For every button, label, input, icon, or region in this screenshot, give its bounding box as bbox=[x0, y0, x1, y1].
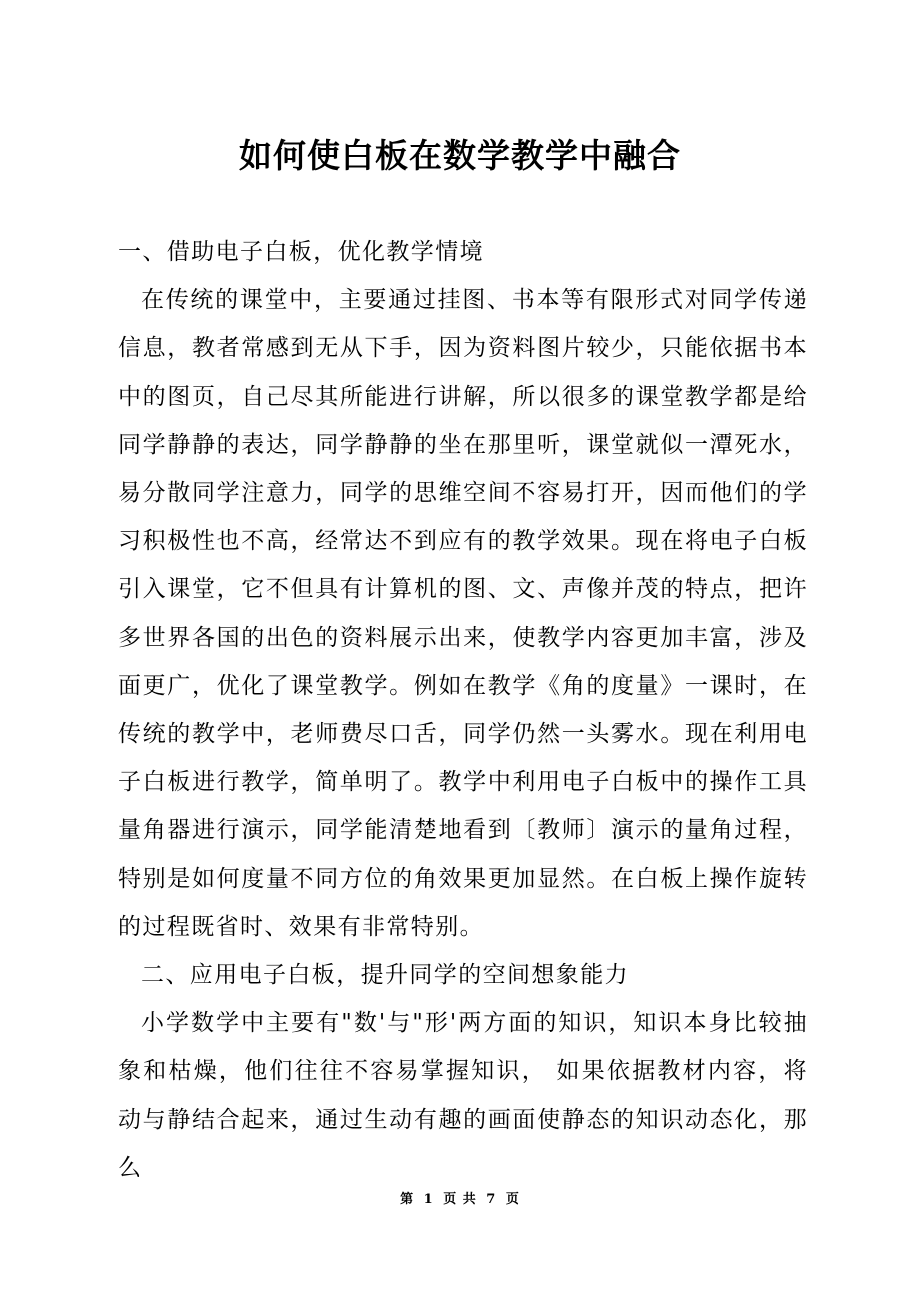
section-heading-2: 二、应用电子白板，提升同学的空间想象能力 bbox=[141, 962, 629, 989]
section-paragraph-1: 在传统的课堂中，主要通过挂图、书本等有限形式对同学传递信息，教者常感到无从下手，因为资料图片较少，只能依据书本中的图页，自己尽其所能进行讲解，所以很多的课堂教学都是给同学静静的表达，同学静静的坐在那里听，课堂就似一潭死水，易分散同学注意力，同学的思维空间不容易打开，因而他们的学习积极性也不高，经常达不到应有的教学效果。现在将电子白板引入课堂，它不但具有计算机的图、文、声像并茂的特点，把许多世界各国的出色的资料展示出来，使教学内容更加丰富，涉及面更广，优化了课堂教学。例如在教学《角的度量》一课时，在传统的教学中，老师费尽口舌，同学仍然一头雾水。现在利用电子白板进行教学，简单明了。教学中利用电子白板中的操作工具量角器进行演示，同学能清楚地看到〔教师〕演示的量角过程，特别是如何度量不同方位的角效果更加显然。在白板上操作旋转的过程既省时、效果有非常特别。 bbox=[118, 287, 808, 940]
footer-total-pages: 7 bbox=[486, 1192, 497, 1207]
footer-prefix: 第 bbox=[400, 1192, 415, 1207]
footer-current-page: 1 bbox=[423, 1192, 434, 1207]
document-title: 如何使白板在数学教学中融合 bbox=[239, 136, 681, 175]
page-footer bbox=[0, 1188, 920, 1207]
document-body bbox=[118, 228, 808, 1192]
footer-suffix: 页 bbox=[505, 1192, 520, 1207]
section-heading-1: 一、借助电子白板，优化教学情境 bbox=[118, 239, 484, 265]
section-paragraph-2: 小学数学中主要有"数'与"形'两方面的知识，知识本身比较抽象和枯燥，他们往往不容易掌握知识， 如果依据教材内容，将动与静结合起来，通过生动有趣的画面使静态的知识动态化，那么 bbox=[118, 1010, 808, 1181]
footer-middle: 页 共 bbox=[443, 1192, 477, 1207]
